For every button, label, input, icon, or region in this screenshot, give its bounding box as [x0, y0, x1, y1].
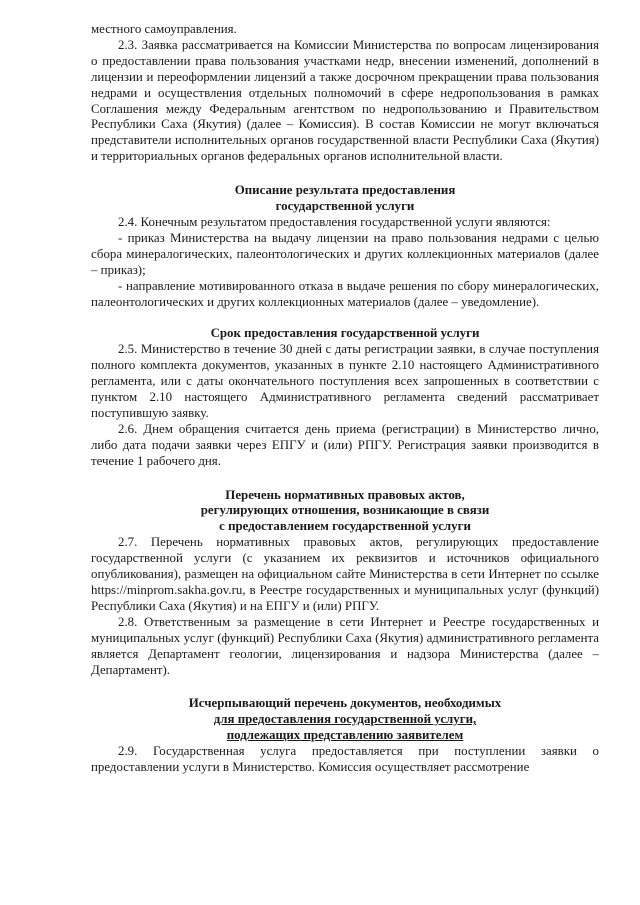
section-heading-legal-acts-line1: Перечень нормативных правовых актов, — [225, 487, 465, 502]
paragraph-2-3: 2.3. Заявка рассматривается на Комиссии Министерства по вопросам лицензирования о предоставлении права пользования участками недр, внесении изменений, дополнений в лицензии и переоформлении лицензий а также досрочном прекращении права пользования недрами и осуществления отдельных полномочий в сфере недропользования в рамках Соглашения между Федеральным агентством по недропользованию и Правительством Республики Саха (Якутия) (далее – Комиссия). В состав Комиссии не могут включаться представители исполнительных органов государственной власти Республики Саха (Якутия) и территориальных органов федеральных органов исполнительной власти. — [91, 37, 599, 164]
section-heading-legal-acts — [91, 488, 599, 536]
list-item-order: - приказ Министерства на выдачу лицензии на право пользования недрами с целью сбора минералогических, палеонтологических и других коллекционных материалов (далее – приказ); — [91, 230, 599, 277]
section-heading-documents-line2: для предоставления государственной услуги, — [213, 712, 477, 727]
section-heading-term-line1: Срок предоставления государственной услуги — [210, 326, 480, 341]
section-heading-result-line1: Описание результата предоставления — [234, 183, 456, 198]
section-heading-result — [91, 183, 599, 215]
section-heading-result-line2: государственной услуги — [275, 199, 415, 214]
section-heading-documents — [91, 696, 599, 744]
section-heading-documents-line1: Исчерпывающий перечень документов, необходимых — [188, 696, 502, 711]
paragraph-2-7: 2.7. Перечень нормативных правовых актов, регулирующих предоставление государственной услуги (с указанием их реквизитов и источников официального опубликования), размещен на официальном сайте Министерства в сети Интернет по ссылке https://minprom.sakha.gov.ru, в Реестре государственных и муниципальных услуг (функций) Республики Саха (Якутия) и на ЕПГУ и (или) РПГУ. — [91, 535, 599, 613]
paragraph-2-5: 2.5. Министерство в течение 30 дней с даты регистрации заявки, в случае поступления полного комплекта документов, указанных в пункте 2.10 настоящего Административного регламента, или с даты окончательного поступления всех запрошенных в соответствии с пунктом 2.10 настоящего Административного регламента сведений рассматривает поступившую заявку. — [91, 342, 599, 420]
paragraph-continuation: местного самоуправления. — [91, 22, 237, 36]
list-item-refusal: - направление мотивированного отказа в выдаче решения по сбору минералогических, палеонтологических и других коллекционных материалов (далее – уведомление). — [91, 278, 599, 309]
section-heading-legal-acts-line2: регулирующих отношения, возникающие в связи — [200, 503, 490, 518]
section-heading-documents-line3: подлежащих представлению заявителем — [226, 728, 464, 743]
paragraph-2-8: 2.8. Ответственным за размещение в сети Интернет и Реестре государственных и муниципальных услуг (функций) Республики Саха (Якутия) административного регламента является Департамент геологии, лицензирования и надзора Министерства (далее – Департамент). — [91, 614, 599, 677]
section-heading-legal-acts-line3: с предоставлением государственной услуги — [219, 519, 471, 534]
paragraph-2-9: 2.9. Государственная услуга предоставляется при поступлении заявки о предоставлении услуги в Министерство. Комиссия осуществляет рассмотрение — [91, 744, 599, 775]
paragraph-2-4: 2.4. Конечным результатом предоставления государственной услуги являются: — [118, 214, 551, 229]
paragraph-2-6: 2.6. Днем обращения считается день приема (регистрации) в Министерство лично, либо дата подачи заявки через ЕПГУ и (или) РПГУ. Регистрация заявки производится в течение 1 рабочего дня. — [91, 421, 599, 468]
section-heading-term — [91, 326, 599, 342]
